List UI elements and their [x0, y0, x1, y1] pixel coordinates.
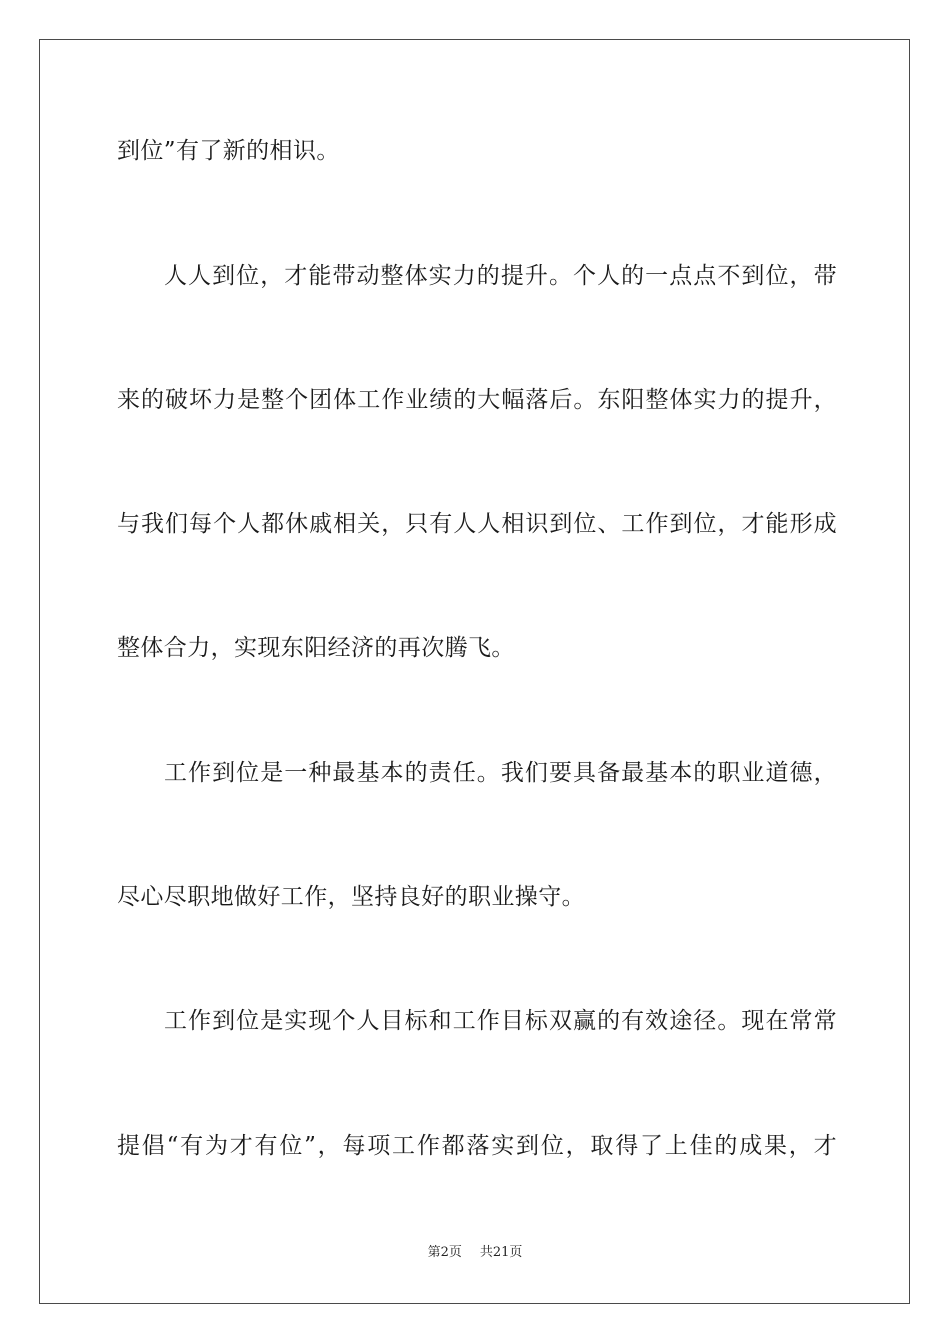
page-total: 共21页 — [479, 1245, 523, 1260]
text-line: 到位”有了新的相识。 — [117, 138, 340, 164]
text-line: 人人到位，才能带动整体实力的提升。个人的一点点不到位，带 — [164, 263, 837, 289]
text-line: 工作到位是实现个人目标和工作目标双赢的有效途径。现在常常 — [164, 1008, 837, 1034]
text-line: 整体合力，实现东阳经济的再次腾飞。 — [117, 635, 515, 661]
text-line: 与我们每个人都休戚相关，只有人人相识到位、工作到位，才能形成 — [117, 511, 837, 537]
text-line: 来的破坏力是整个团体工作业绩的大幅落后。东阳整体实力的提升， — [117, 387, 837, 413]
text-line: 工作到位是一种最基本的责任。我们要具备最基本的职业道德， — [164, 760, 837, 786]
page-border — [39, 39, 910, 1304]
page-number: 第2页 — [427, 1245, 462, 1260]
page-footer — [0, 1244, 950, 1262]
text-line: 尽心尽职地做好工作，坚持良好的职业操守。 — [117, 884, 585, 910]
text-line: 提倡“有为才有位”，每项工作都落实到位，取得了上佳的成果，才 — [117, 1133, 837, 1159]
